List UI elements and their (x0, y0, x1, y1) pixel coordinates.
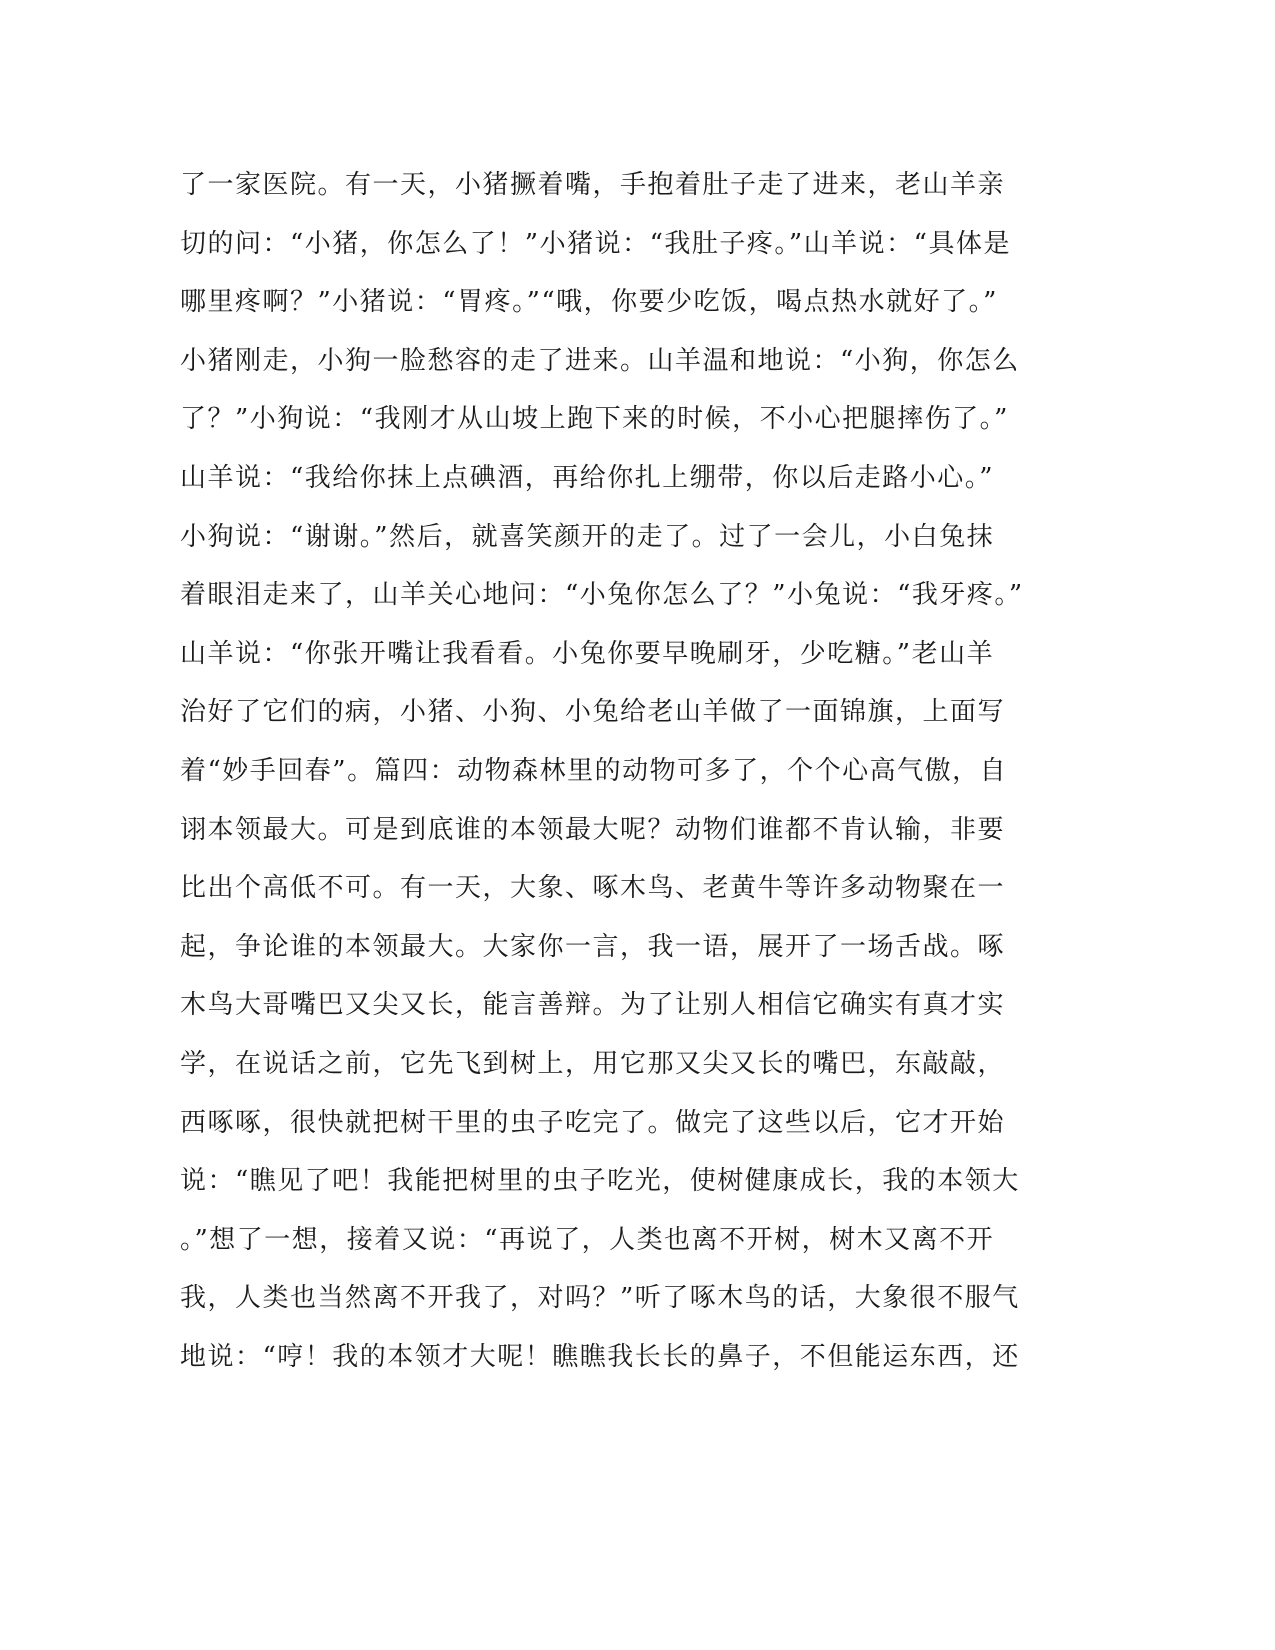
text-line: 小狗说：“谢谢。”然后，就喜笑颜开的走了。过了一会儿，小白兔抹 (180, 521, 995, 552)
text-line: 起，争论谁的本领最大。大家你一言，我一语，展开了一场舌战。啄 (180, 931, 1006, 962)
text-line: 了一家医院。有一天，小猪撅着嘴，手抱着肚子走了进来，老山羊亲 (180, 170, 1006, 200)
text-line: 西啄啄，很快就把树干里的虫子吃完了。做完了这些以后，它才开始 (180, 1107, 1006, 1138)
text-line: 说：“瞧见了吧！我能把树里的虫子吃光，使树健康成长，我的本领大 (180, 1166, 1020, 1197)
text-line: 哪里疼啊？”小猪说：“胃疼。”“哦，你要少吃饭，喝点热水就好了。” (180, 287, 998, 318)
text-line: 山羊说：“我给你抹上点碘酒，再给你扎上绷带，你以后走路小心。” (180, 462, 995, 493)
text-line: 着“妙手回春”。篇四：动物森林里的动物可多了，个个心高气傲，自 (180, 755, 1008, 786)
text-line: 切的问：“小猪，你怎么了！”小猪说：“我肚子疼。”山羊说：“具体是 (180, 228, 1011, 259)
text-line: 诩本领最大。可是到底谁的本领最大呢？动物们谁都不肯认输，非要 (180, 814, 1006, 845)
text-line: 比出个高低不可。有一天，大象、啄木鸟、老黄牛等许多动物聚在一 (180, 873, 1006, 904)
text-line: 学，在说话之前，它先飞到树上，用它那又尖又长的嘴巴，东敲敲， (180, 1048, 1006, 1079)
text-line: 。”想了一想，接着又说：“再说了，人类也离不开树，树木又离不开 (180, 1224, 995, 1255)
text-line: 木鸟大哥嘴巴又尖又长，能言善辩。为了让别人相信它确实有真才实 (180, 990, 1006, 1021)
body-text (180, 156, 1040, 1386)
text-line: 我，人类也当然离不开我了，对吗？”听了啄木鸟的话，大象很不服气 (180, 1283, 1020, 1314)
text-line: 着眼泪走来了，山羊关心地问：“小兔你怎么了？”小兔说：“我牙疼。” (180, 580, 1024, 611)
text-line: 了？”小狗说：“我刚才从山坡上跑下来的时候，不小心把腿摔伤了。” (180, 404, 1009, 435)
text-line: 治好了它们的病，小猪、小狗、小兔给老山羊做了一面锦旗，上面写 (180, 697, 1006, 728)
text-line: 小猪刚走，小狗一脸愁容的走了进来。山羊温和地说：“小狗，你怎么 (180, 345, 1020, 376)
text-line: 地说：“哼！我的本领才大呢！瞧瞧我长长的鼻子，不但能运东西，还 (180, 1341, 1020, 1372)
text-line: 山羊说：“你张开嘴让我看看。小兔你要早晚刷牙，少吃糖。”老山羊 (180, 638, 995, 669)
